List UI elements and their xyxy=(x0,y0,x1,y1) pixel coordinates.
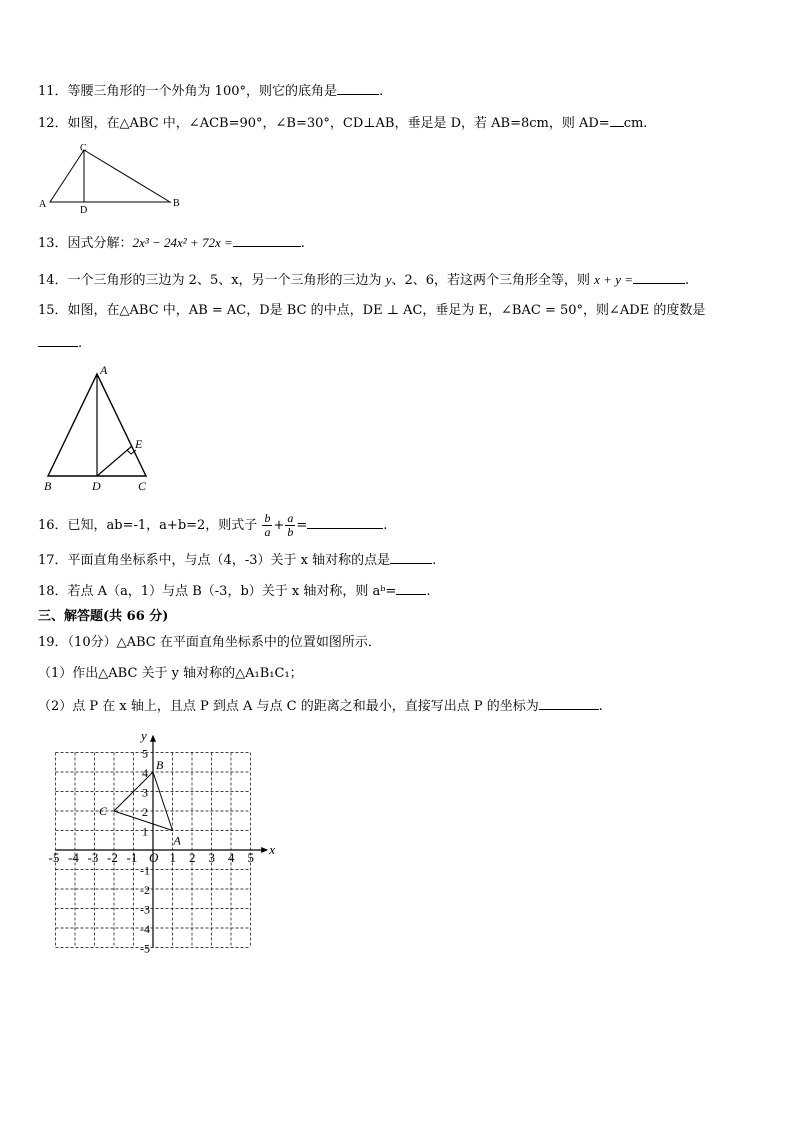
question-end: . xyxy=(426,584,431,599)
question-end: . xyxy=(432,553,437,568)
question-end: . xyxy=(78,336,83,351)
x-tick-label: -3 xyxy=(87,850,99,865)
point-label-B: B xyxy=(156,758,164,772)
x-tick-label: 3 xyxy=(208,850,215,865)
x-axis-label: x xyxy=(269,842,275,857)
answer-blank xyxy=(233,234,301,247)
question-text: 因式分解： xyxy=(67,236,133,251)
question-15 xyxy=(38,302,705,320)
question-text: 已知，ab=-1，a+b=2，则式子 xyxy=(67,518,258,533)
part-text: （2）点 P 在 x 轴上，且点 P 到点 A 与点 C 的距离之和最小，直接写出点 P 的坐标为 xyxy=(38,699,539,714)
question-end: . xyxy=(300,236,305,251)
label-A: A xyxy=(100,363,108,377)
question-text: 等腰三角形的一个外角为 100°，则它的底角是 xyxy=(67,84,337,99)
answer-blank xyxy=(38,334,78,347)
x-tick-label: 5 xyxy=(247,850,254,865)
answer-blank xyxy=(633,271,685,284)
question-19-part-2 xyxy=(38,697,603,716)
x-tick-label: -4 xyxy=(68,850,79,865)
question-14 xyxy=(38,271,689,290)
question-number: 19． xyxy=(38,635,68,650)
question-15-answer xyxy=(38,334,82,353)
expression: x + y = xyxy=(594,272,633,287)
question-end: . xyxy=(598,699,603,714)
equals-sign: = xyxy=(296,518,308,533)
question-13 xyxy=(38,234,305,253)
y-tick-label: -5 xyxy=(140,941,150,956)
point-label-C: C xyxy=(99,804,108,818)
label-A: A xyxy=(39,199,47,210)
fraction-b-over-a xyxy=(262,512,272,539)
x-tick-label: 2 xyxy=(189,850,196,865)
plus-sign: + xyxy=(273,518,285,533)
y-axis-label: y xyxy=(141,727,147,743)
answer-blank xyxy=(337,82,379,95)
question-number: 14． xyxy=(38,273,68,288)
y-tick-label: 1 xyxy=(142,824,148,839)
y-tick-label: -3 xyxy=(140,902,150,917)
question-18 xyxy=(38,582,430,601)
question-text-2: 、2、6，若这两个三角形全等，则 xyxy=(391,273,595,288)
question-number: 11． xyxy=(38,84,68,99)
x-tick-label: -2 xyxy=(107,850,118,865)
question-text: 若点 A（a，1）与点 B（-3，b）关于 x 轴对称，则 aᵇ= xyxy=(67,584,397,599)
y-tick-label: -2 xyxy=(140,883,150,897)
question-number: 18． xyxy=(38,584,68,599)
label-B: B xyxy=(173,198,180,209)
answer-blank xyxy=(539,697,599,710)
numerator: b xyxy=(264,511,271,525)
question-text: 平面直角坐标系中，与点（4，-3）关于 x 轴对称的点是 xyxy=(67,553,391,568)
figure-12-triangle xyxy=(36,142,186,216)
numerator: a xyxy=(287,511,294,525)
question-text: （10分）△ABC 在平面直角坐标系中的位置如图所示． xyxy=(67,635,381,650)
question-number: 15． xyxy=(38,303,68,318)
question-17 xyxy=(38,551,436,570)
y-tick-label: 4 xyxy=(142,766,148,780)
answer-blank xyxy=(307,516,383,529)
y-axis-arrow xyxy=(150,735,156,742)
answer-blank xyxy=(390,551,432,564)
label-D: D xyxy=(80,205,88,216)
x-tick-label: 4 xyxy=(228,850,235,865)
label-C: C xyxy=(80,143,87,154)
question-number: 13． xyxy=(38,236,68,251)
x-axis-arrow xyxy=(261,847,268,853)
y-tick-label: 3 xyxy=(142,785,148,800)
question-end: cm. xyxy=(623,116,648,131)
triangle-ABC xyxy=(114,772,173,831)
label-B: B xyxy=(44,479,52,493)
y-tick-label: 2 xyxy=(142,805,148,819)
question-16 xyxy=(38,512,387,539)
x-tick-label: 1 xyxy=(169,850,176,865)
answer-blank xyxy=(396,582,426,595)
question-number: 16． xyxy=(38,518,68,533)
question-19 xyxy=(38,634,381,652)
figure-19-coordinate-grid xyxy=(36,727,275,960)
question-text-1: 一个三角形的三边为 2、5、x，另一个三角形的三边为 xyxy=(67,273,386,288)
y-tick-label: -1 xyxy=(140,863,150,878)
question-12 xyxy=(38,114,647,133)
question-end: . xyxy=(383,518,388,533)
fraction-a-over-b xyxy=(285,512,295,539)
figure-15-triangle xyxy=(40,362,160,496)
question-text: 如图，在△ABC 中，AB = AC，D是 BC 的中点，DE ⊥ AC，垂足为 E，∠BAC = 50°，则∠ADE 的度数是 xyxy=(67,303,706,318)
label-C: C xyxy=(138,479,147,493)
label-E: E xyxy=(135,437,143,451)
point-label-A: A xyxy=(173,833,181,848)
question-end: . xyxy=(379,84,384,99)
label-D: D xyxy=(92,479,101,493)
section-heading: 三、解答题(共 66 分) xyxy=(38,609,169,624)
question-number: 12． xyxy=(38,116,68,131)
question-19-part-1: （1）作出△ABC 关于 y 轴对称的△A₁B₁C₁； xyxy=(38,666,303,681)
origin-label: O xyxy=(149,850,159,865)
denominator: b xyxy=(287,525,294,539)
x-tick-label: -1 xyxy=(126,850,138,865)
answer-blank xyxy=(610,114,624,127)
question-end: . xyxy=(685,273,690,288)
denominator: a xyxy=(264,525,271,539)
question-11 xyxy=(38,82,383,101)
variable-y: y xyxy=(385,272,392,287)
x-tick-label: -5 xyxy=(48,850,60,865)
question-number: 17． xyxy=(38,553,68,568)
question-text: 如图，在△ABC 中，∠ACB=90°，∠B=30°，CD⊥AB，垂足是 D，若 AB=8cm，则 AD= xyxy=(67,116,610,131)
y-tick-label: 5 xyxy=(142,746,148,761)
expression: 2x³ − 24x² + 72x = xyxy=(132,235,233,250)
y-tick-label: -4 xyxy=(140,922,150,936)
